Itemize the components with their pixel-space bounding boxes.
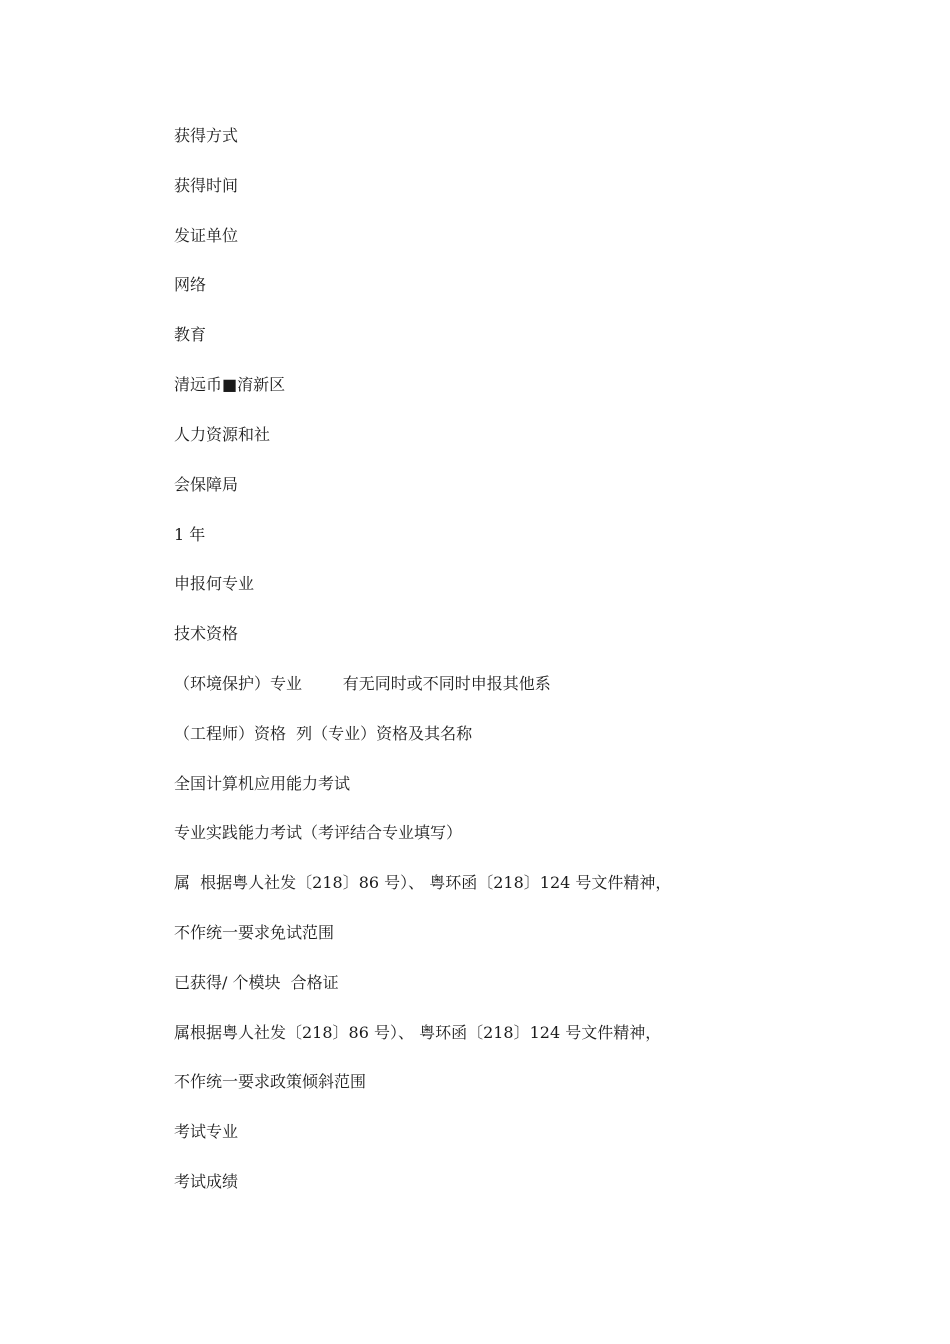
text-line: 已获得/ 个模块 合格证 <box>174 973 339 992</box>
text-line: 会保障局 <box>174 475 239 494</box>
text-line: 人力资源和社 <box>174 425 271 444</box>
text-line: 网络 <box>174 275 207 294</box>
text-line: 专业实践能力考试（考评结合专业填写） <box>174 823 463 842</box>
text-line: 发证单位 <box>174 226 239 245</box>
text-line: 考试专业 <box>174 1122 239 1141</box>
text-line: 获得方式 <box>174 126 239 145</box>
text-line: 属根据粤人社发〔218〕86 号）、 粤环函〔218〕124 号文件精神， <box>174 1023 662 1042</box>
text-line: 1 年 <box>174 525 206 544</box>
text-line: （环境保护）专业 有无同时或不同时申报其他系 <box>174 674 551 693</box>
text-line: 全国计算机应用能力考试 <box>174 774 351 793</box>
text-line: 教育 <box>174 325 207 344</box>
text-line: 属 根据粤人社发〔218〕86 号）、 粤环函〔218〕124 号文件精神， <box>174 873 672 892</box>
text-line: 获得时间 <box>174 176 239 195</box>
text-line: 考试成绩 <box>174 1172 239 1191</box>
text-line: 清远币■淯新区 <box>174 375 286 394</box>
text-line: 不作统一要求政策倾斜范围 <box>174 1072 367 1091</box>
text-line: 申报何专业 <box>174 574 255 593</box>
text-line: 不作统一要求免试范围 <box>174 923 335 942</box>
text-line: （工程师）资格 列（专业）资格及其名称 <box>174 724 473 743</box>
text-line: 技术资格 <box>174 624 239 643</box>
